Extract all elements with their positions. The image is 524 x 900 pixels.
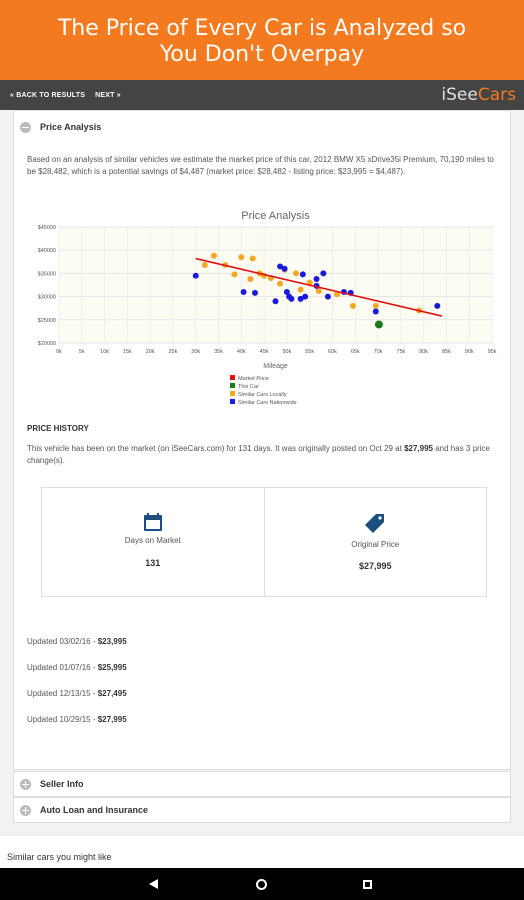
price-analysis-title: Price Analysis [40, 122, 102, 132]
legend-label: This Car [238, 384, 259, 390]
x-tick-label: 25k [168, 349, 178, 355]
price-analysis-description: Based on an analysis of similar vehicles we estimate the market price of this car, 2012 BMW X5 xDrive35i Premium, 70,190 miles to be $28,482, which is a potential savings of $4,487 (market price: $28,482 - listing price: $23,995 = $4,487). [27, 155, 494, 176]
legend-label: Market Price [238, 376, 269, 382]
price-update-row [27, 715, 127, 724]
local-car-point [202, 262, 208, 268]
price-update-label: Updated 12/13/15 - [27, 689, 98, 698]
x-axis-label: Mileage [263, 363, 288, 370]
x-tick-label: 30k [191, 349, 201, 355]
nationwide-car-point [325, 294, 331, 300]
price-update-label: Updated 03/02/16 - [27, 637, 98, 646]
collapse-icon[interactable] [20, 122, 31, 133]
price-analysis-chart [14, 207, 512, 417]
local-car-point [277, 281, 283, 287]
auto-loan-title: Auto Loan and Insurance [40, 805, 149, 815]
y-tick-label: $35000 [37, 271, 56, 278]
price-history-text-post: and has 3 price change(s). [27, 444, 490, 465]
legend-label: Similar Cars Locally [238, 392, 287, 398]
nationwide-car-point [282, 266, 288, 272]
nationwide-car-point [241, 289, 247, 295]
legend-label: Similar Cars Nationwide [238, 400, 297, 406]
x-tick-label: 20k [145, 349, 155, 355]
price-tag-icon [364, 512, 386, 534]
recent-apps-icon[interactable] [363, 880, 372, 889]
x-tick-label: 60k [328, 349, 337, 355]
x-tick-label: 95k [487, 349, 497, 355]
android-nav-bar [0, 868, 524, 900]
price-history-title: PRICE HISTORY [27, 424, 89, 433]
x-tick-label: 50k [282, 349, 292, 355]
original-price-value: $27,995 [358, 561, 392, 571]
price-analysis-header[interactable] [14, 111, 510, 143]
y-tick-label: $30000 [37, 294, 56, 301]
expand-icon[interactable] [20, 805, 31, 816]
nationwide-car-point [300, 271, 306, 277]
back-to-results-link[interactable]: « BACK TO RESULTS [10, 91, 86, 99]
price-history-text [27, 443, 501, 467]
expand-icon[interactable] [20, 779, 31, 790]
nationwide-car-point [320, 270, 326, 276]
legend-swatch [230, 383, 235, 388]
price-update-row [27, 689, 127, 698]
price-history-text-pre: This vehicle has been on the market (on iSeeCars.com) for 131 days. It was originally posted on Oct 29 at [27, 444, 405, 453]
y-tick-label: $20000 [37, 341, 56, 347]
similar-cars-heading: Similar cars you might like [0, 836, 524, 868]
y-tick-label: $45000 [37, 225, 56, 231]
nationwide-car-point [373, 308, 379, 314]
promo-banner [0, 0, 524, 80]
x-tick-label: 65k [350, 349, 360, 355]
home-icon[interactable] [256, 879, 267, 890]
next-link[interactable]: NEXT » [95, 91, 121, 99]
local-car-point [247, 276, 253, 282]
days-on-market-stat [42, 488, 264, 596]
nationwide-car-point [314, 276, 320, 282]
x-tick-label: 80k [419, 349, 429, 355]
price-update-price: $27,995 [97, 715, 127, 724]
x-tick-label: 15k [122, 349, 132, 355]
y-tick-label: $40000 [37, 248, 56, 255]
nationwide-car-point [273, 298, 279, 304]
legend-swatch [230, 399, 235, 404]
logo-suffix: Cars [477, 85, 516, 105]
days-on-market-value: 131 [145, 558, 161, 568]
local-car-point [211, 253, 217, 259]
x-tick-label: 35k [214, 349, 223, 355]
x-tick-label: 5k [78, 349, 85, 355]
local-car-point [231, 271, 237, 277]
price-history-original-price: $27,995 [404, 444, 433, 453]
back-icon[interactable] [149, 879, 158, 889]
local-car-point [250, 256, 256, 262]
price-update-row [27, 663, 127, 672]
y-tick-label: $25000 [37, 317, 56, 324]
price-analysis-card [13, 110, 511, 770]
price-update-label: Updated 10/29/15 - [27, 715, 98, 724]
calendar-icon [143, 512, 163, 532]
x-tick-label: 75k [396, 349, 406, 355]
banner-line-1: The Price of Every Car is Analyzed so [57, 16, 467, 41]
top-nav-bar [0, 80, 524, 110]
local-car-point [238, 254, 244, 260]
nationwide-car-point [288, 296, 294, 302]
banner-line-2: You Don't Overpay [159, 42, 365, 67]
chart-plot-area [59, 227, 492, 343]
x-tick-label: 70k [373, 349, 383, 355]
local-car-point [350, 303, 356, 309]
chart-title: Price Analysis [241, 210, 310, 222]
nationwide-car-point [302, 294, 308, 300]
seller-info-section[interactable] [13, 771, 511, 797]
seller-info-title: Seller Info [40, 779, 84, 789]
nationwide-car-point [193, 273, 199, 279]
logo-prefix: iSee [441, 85, 478, 105]
x-tick-label: 45k [259, 349, 269, 355]
nationwide-car-point [252, 290, 258, 296]
nationwide-car-point [434, 303, 440, 309]
x-tick-label: 10k [100, 349, 110, 355]
original-price-label: Original Price [351, 540, 400, 549]
days-on-market-label: Days on Market [124, 536, 181, 545]
x-tick-label: 40k [236, 349, 246, 355]
price-update-row [27, 637, 127, 646]
legend-swatch [230, 375, 235, 380]
auto-loan-section[interactable] [13, 797, 511, 823]
x-tick-label: 90k [464, 349, 474, 355]
iseecars-logo[interactable] [441, 85, 516, 105]
original-price-stat [264, 488, 487, 596]
local-car-point [293, 270, 299, 276]
local-car-point [373, 303, 379, 309]
price-stats-box [41, 487, 487, 597]
x-tick-label: 85k [441, 349, 451, 355]
price-update-price: $27,495 [97, 689, 127, 698]
this-car-point [375, 320, 383, 328]
legend-swatch [230, 391, 235, 396]
price-update-price: $23,995 [97, 637, 127, 646]
local-car-point [298, 287, 304, 293]
price-update-label: Updated 01/07/16 - [27, 663, 98, 672]
x-tick-label: 55k [305, 349, 315, 355]
local-car-point [316, 288, 322, 294]
x-tick-label: 0k [56, 349, 62, 355]
price-update-price: $25,995 [97, 663, 127, 672]
